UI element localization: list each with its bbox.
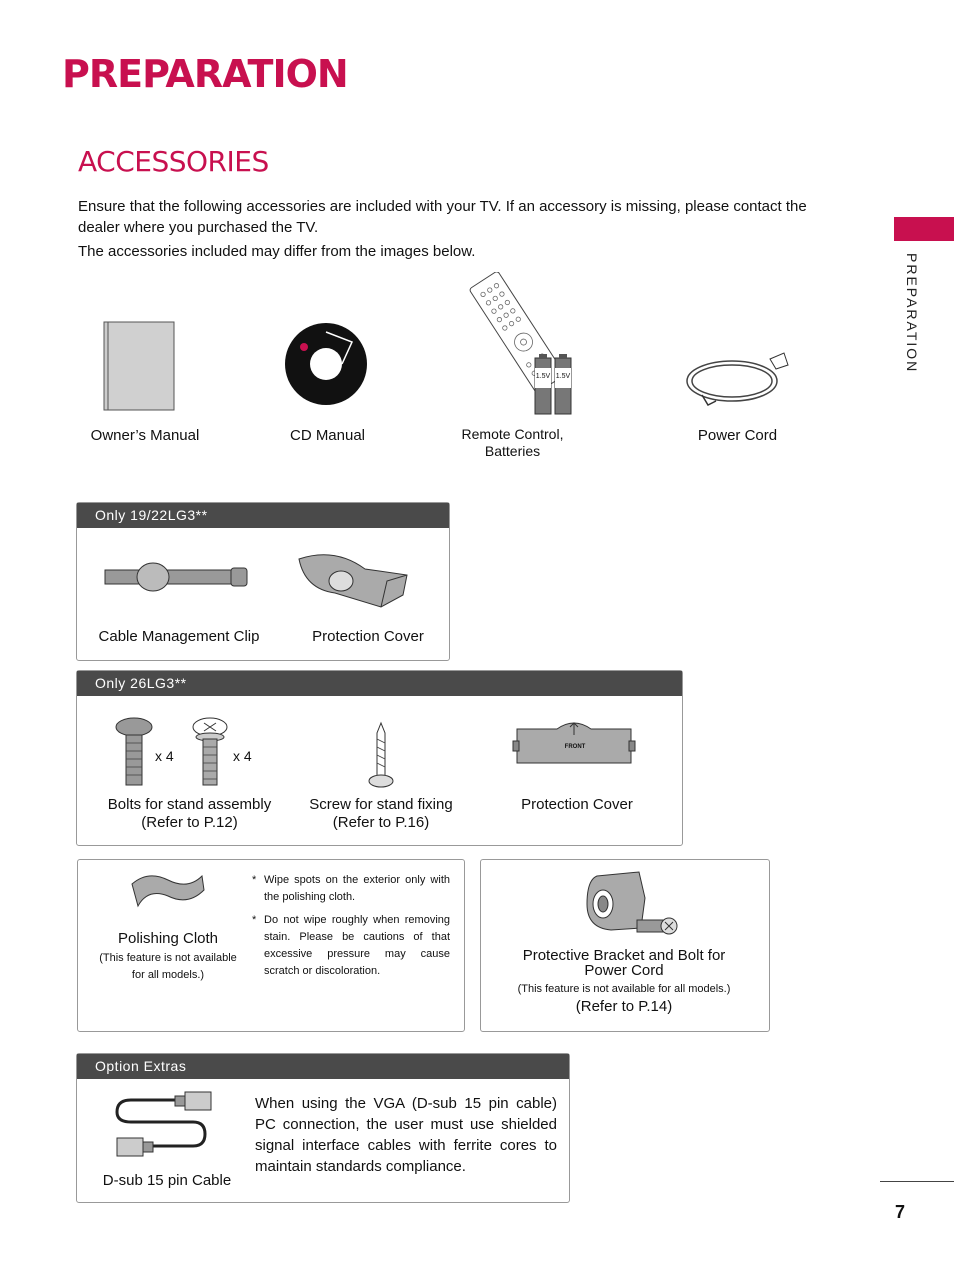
bolts-label <box>87 796 292 832</box>
protection-cover-icon <box>295 549 413 611</box>
bullet-mark-1: * <box>252 874 257 886</box>
protection-cover-label-26: Protection Cover <box>521 796 633 813</box>
box-19-22lg3 <box>76 502 450 661</box>
cloth-bullet-2: Do not wipe roughly when removing stain. Please be cautions of that excessive pressure may cause scratch or discoloration. <box>264 914 450 977</box>
battery-label-1: 1.5V <box>535 373 551 380</box>
remote-label-line2: Batteries <box>484 443 541 459</box>
cloth-bullet-1: Wipe spots on the exterior only with the polishing cloth. <box>264 874 450 903</box>
cable-clip-label: Cable Management Clip <box>98 628 260 645</box>
bolts-label-line2: (Refer to P.12) <box>141 814 238 831</box>
dsub-cable-icon <box>113 1088 217 1168</box>
intro-paragraph-1: Ensure that the following accessories are included with your TV. If an accessory is missing, please contact the dealer where you purchased the TV. <box>78 198 807 236</box>
option-extras-box <box>76 1053 570 1203</box>
intro-text <box>78 196 838 265</box>
sidebar-label: PREPARATION <box>904 253 920 374</box>
page-number: 7 <box>895 1202 906 1222</box>
battery-label-2: 1.5V <box>555 373 571 380</box>
screw-label <box>295 796 467 832</box>
page-number-rule <box>880 1181 954 1182</box>
protective-bracket-box <box>480 859 770 1032</box>
box-19-22lg3-header: Only 19/22LG3** <box>77 503 449 528</box>
polishing-cloth-icon <box>128 866 208 910</box>
screw-label-line2: (Refer to P.16) <box>332 814 430 831</box>
option-extras-header: Option Extras <box>77 1054 569 1079</box>
bolt-icon <box>113 717 155 789</box>
protective-bracket-title <box>481 948 767 978</box>
section-title: ACCESSORIES <box>78 145 269 178</box>
polishing-cloth-box <box>77 859 465 1032</box>
polishing-cloth-note-line2: for all models.) <box>131 969 205 981</box>
remote-batteries-label <box>440 426 585 460</box>
cd-manual-label: CD Manual <box>289 427 366 444</box>
polishing-cloth-note-line1: (This feature is not available <box>99 952 237 964</box>
intro-paragraph-2: The accessories included may differ from the images below. <box>78 243 476 260</box>
screw-icon <box>367 721 395 791</box>
box-26lg3-header: Only 26LG3** <box>77 671 682 696</box>
screw-label-line1: Screw for stand fixing <box>309 796 453 813</box>
page-title: PREPARATION <box>62 52 348 96</box>
sidebar-tab <box>894 217 954 241</box>
bolt-quantity-a: x 4 <box>155 748 174 764</box>
bolt-quantity-b: x 4 <box>233 748 252 764</box>
bullet-mark-2: * <box>252 914 257 926</box>
protective-bracket-note: (This feature is not available for all models.) <box>517 983 731 995</box>
polishing-cloth-note <box>84 950 252 984</box>
front-label: FRONT <box>564 744 586 750</box>
bolts-label-line1: Bolts for stand assembly <box>107 796 272 813</box>
owners-manual-icon <box>100 318 180 414</box>
protective-bracket-icon <box>581 868 681 944</box>
option-extras-description: When using the VGA (D-sub 15 pin cable) PC connection, the user must use shielded signal interface cables with ferrite cores to maintain standards compliance. <box>255 1095 557 1175</box>
cd-manual-icon <box>282 320 372 410</box>
protection-cover-label-19-22: Protection Cover <box>312 628 424 645</box>
cable-management-clip-icon <box>101 558 253 594</box>
protective-bracket-title-line2: Power Cord <box>584 962 664 979</box>
remote-label-line1: Remote Control, <box>461 426 564 442</box>
dsub-cable-label: D-sub 15 pin Cable <box>102 1172 232 1189</box>
bolt-washer-icon <box>189 717 231 789</box>
power-cord-label: Power Cord <box>697 427 778 444</box>
protective-bracket-title-line1: Protective Bracket and Bolt for <box>522 947 726 964</box>
owners-manual-label: Owner’s Manual <box>90 427 200 444</box>
box-26lg3 <box>76 670 683 846</box>
remote-control-icon <box>455 272 580 417</box>
protective-bracket-refer: (Refer to P.14) <box>575 998 673 1015</box>
polishing-cloth-title: Polishing Cloth <box>117 930 219 947</box>
power-cord-icon <box>680 345 795 410</box>
